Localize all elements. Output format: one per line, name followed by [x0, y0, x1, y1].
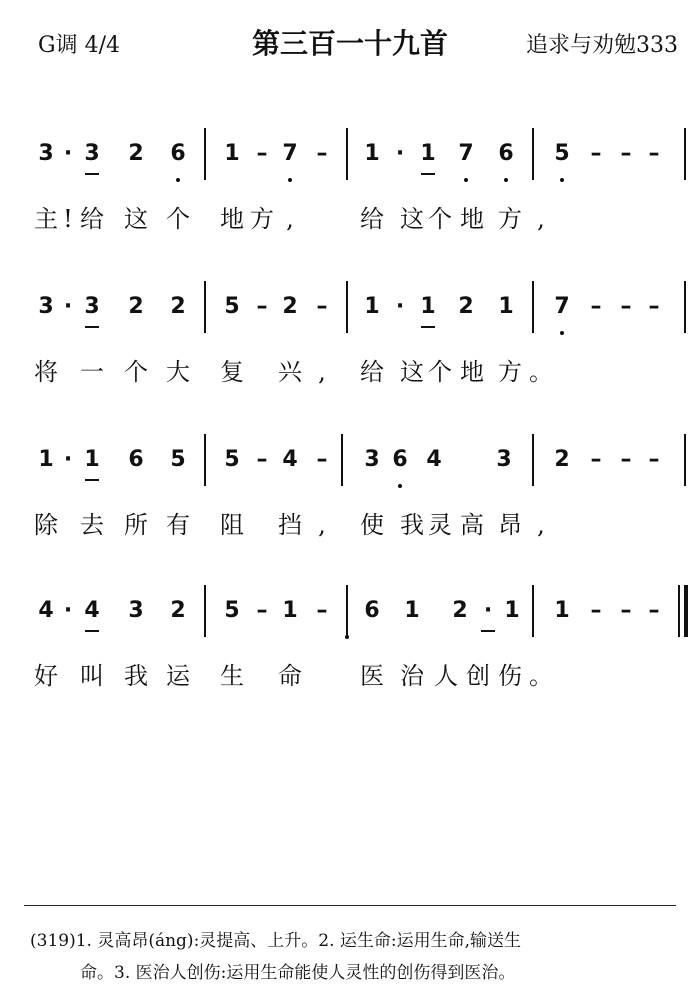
- note: 3: [38, 141, 54, 166]
- lyric-char: 兴: [278, 358, 302, 386]
- lower-octave-dot: [345, 635, 349, 639]
- score-system: [0, 446, 700, 586]
- score-system: [0, 140, 700, 280]
- lyric-char: 。: [529, 662, 553, 690]
- note: 2: [170, 598, 186, 623]
- eighth-underline: [85, 326, 99, 328]
- barline: [204, 128, 206, 180]
- eighth-underline: [421, 326, 435, 328]
- lyric-char: 地: [460, 358, 484, 386]
- lyric-char: ,: [318, 358, 326, 386]
- eighth-underline: [85, 173, 99, 175]
- sustain-dash: –: [256, 141, 268, 166]
- sustain-dash: –: [316, 598, 328, 623]
- lyric-char: 地: [220, 205, 244, 233]
- lyric-char: 生: [220, 662, 244, 690]
- lyric-char: !: [63, 205, 73, 233]
- lyric-char: ,: [318, 511, 326, 539]
- lyric-char: 治: [400, 662, 424, 690]
- note: 2: [282, 294, 298, 319]
- sustain-dash: –: [590, 294, 602, 319]
- note: 5: [224, 598, 240, 623]
- page-title: 第三百一十九首: [251, 27, 448, 60]
- note: 1: [504, 598, 520, 623]
- rhythm-dot: ·: [483, 598, 493, 623]
- note: 6: [392, 447, 408, 472]
- lyric-char: 高: [460, 511, 484, 539]
- footnote-line-1: (319)1. 灵高昂(áng):灵提高、上升。2. 运生命:运用生命,输送生: [30, 931, 522, 951]
- barline: [204, 281, 206, 333]
- note: 2: [458, 294, 474, 319]
- lyric-char: 这: [400, 358, 424, 386]
- note: 6: [498, 141, 514, 166]
- lyric-char: ,: [537, 511, 545, 539]
- note: 2: [170, 294, 186, 319]
- lyric-char: 好: [34, 662, 58, 690]
- rhythm-dot: ·: [63, 141, 73, 166]
- note: 6: [170, 141, 186, 166]
- note: 3: [84, 294, 100, 319]
- note: 1: [84, 447, 100, 472]
- lower-octave-dot: [560, 178, 564, 182]
- sustain-dash: –: [620, 598, 632, 623]
- note: 5: [224, 294, 240, 319]
- lyric-char: 。: [529, 358, 553, 386]
- lower-octave-dot: [504, 178, 508, 182]
- note: 4: [84, 598, 100, 623]
- lyric-char: 一: [80, 358, 104, 386]
- lyric-char: 运: [166, 662, 190, 690]
- lyric-char: 使: [360, 511, 384, 539]
- lyric-char: 方: [250, 205, 274, 233]
- note: 3: [496, 447, 512, 472]
- note: 3: [128, 598, 144, 623]
- lyric-char: 个: [124, 358, 148, 386]
- lyric-char: 人: [434, 662, 458, 690]
- lyric-char: 昂: [498, 511, 522, 539]
- note: 1: [420, 141, 436, 166]
- note: 1: [498, 294, 514, 319]
- lyric-char: 这: [400, 205, 424, 233]
- note: 7: [458, 141, 474, 166]
- rhythm-dot: ·: [63, 447, 73, 472]
- lyric-char: 命: [278, 662, 302, 690]
- lyric-char: 有: [166, 511, 190, 539]
- final-barline-thin: [678, 585, 680, 637]
- eighth-underline: [85, 479, 99, 481]
- rhythm-dot: ·: [63, 294, 73, 319]
- sustain-dash: –: [590, 141, 602, 166]
- lyric-char: 叫: [80, 662, 104, 690]
- lyric-char: 我: [124, 662, 148, 690]
- score-system: [0, 597, 700, 737]
- lower-octave-dot: [464, 178, 468, 182]
- lower-octave-dot: [398, 484, 402, 488]
- note: 2: [554, 447, 570, 472]
- note: 1: [364, 141, 380, 166]
- lyric-char: 将: [34, 358, 58, 386]
- footnote-divider: [24, 905, 676, 906]
- barline: [532, 281, 534, 333]
- note: 5: [554, 141, 570, 166]
- rhythm-dot: ·: [63, 598, 73, 623]
- barline: [341, 434, 343, 486]
- sustain-dash: –: [316, 294, 328, 319]
- barline: [532, 434, 534, 486]
- sustain-dash: –: [648, 141, 660, 166]
- lower-octave-dot: [288, 178, 292, 182]
- note: 3: [38, 294, 54, 319]
- lyric-char: 地: [460, 205, 484, 233]
- lyric-char: 复: [220, 358, 244, 386]
- note: 7: [554, 294, 570, 319]
- sustain-dash: –: [620, 447, 632, 472]
- barline: [204, 585, 206, 637]
- lyric-char: 给: [80, 205, 104, 233]
- note: 3: [364, 447, 380, 472]
- note: 1: [554, 598, 570, 623]
- barline: [684, 434, 686, 486]
- sustain-dash: –: [256, 598, 268, 623]
- sustain-dash: –: [620, 141, 632, 166]
- sustain-dash: –: [590, 447, 602, 472]
- lyric-char: 大: [166, 358, 190, 386]
- footnote-line-2: 命。3. 医治人创伤:运用生命能使人灵性的创伤得到医治。: [80, 963, 516, 983]
- note: 2: [128, 294, 144, 319]
- lyric-char: 创: [466, 662, 490, 690]
- lyric-char: 我: [400, 511, 424, 539]
- eighth-underline: [85, 630, 99, 632]
- lyric-char: 医: [360, 662, 384, 690]
- lyric-char: 伤: [498, 662, 522, 690]
- score-system: [0, 293, 700, 433]
- lyric-char: 去: [80, 511, 104, 539]
- rhythm-dot: ·: [395, 294, 405, 319]
- barline: [684, 128, 686, 180]
- sustain-dash: –: [256, 447, 268, 472]
- note: 1: [420, 294, 436, 319]
- lyric-char: 方: [498, 205, 522, 233]
- lyric-char: 个: [166, 205, 190, 233]
- lyric-char: 给: [360, 358, 384, 386]
- note: 7: [282, 141, 298, 166]
- sustain-dash: –: [648, 447, 660, 472]
- note: 6: [128, 447, 144, 472]
- lyric-char: ,: [286, 205, 294, 233]
- lyric-char: 给: [360, 205, 384, 233]
- note: 1: [224, 141, 240, 166]
- sustain-dash: –: [256, 294, 268, 319]
- sustain-dash: –: [316, 447, 328, 472]
- note: 4: [282, 447, 298, 472]
- barline: [346, 585, 348, 637]
- barline: [684, 281, 686, 333]
- sustain-dash: –: [620, 294, 632, 319]
- lyric-char: 主: [34, 205, 58, 233]
- key-signature: G调 4/4: [38, 33, 120, 58]
- note: 3: [84, 141, 100, 166]
- eighth-underline: [481, 630, 495, 632]
- lyric-char: 灵: [428, 511, 452, 539]
- sustain-dash: –: [316, 141, 328, 166]
- note: 4: [38, 598, 54, 623]
- lyric-char: 阻: [220, 511, 244, 539]
- barline: [532, 128, 534, 180]
- lyric-char: 除: [34, 511, 58, 539]
- sustain-dash: –: [648, 294, 660, 319]
- barline: [204, 434, 206, 486]
- sustain-dash: –: [648, 598, 660, 623]
- lyric-char: 个: [428, 358, 452, 386]
- barline: [346, 281, 348, 333]
- barline: [346, 128, 348, 180]
- lyric-char: 方: [498, 358, 522, 386]
- lyric-char: 个: [428, 205, 452, 233]
- lyric-char: ,: [537, 205, 545, 233]
- note: 2: [452, 598, 468, 623]
- note: 5: [224, 447, 240, 472]
- lyric-char: 挡: [278, 511, 302, 539]
- note: 2: [128, 141, 144, 166]
- note: 1: [364, 294, 380, 319]
- lower-octave-dot: [560, 331, 564, 335]
- barline: [532, 585, 534, 637]
- source-reference: 追求与劝勉333: [526, 33, 678, 58]
- lyric-char: 这: [124, 205, 148, 233]
- sustain-dash: –: [590, 598, 602, 623]
- final-barline: [684, 585, 688, 637]
- note: 1: [38, 447, 54, 472]
- lyric-char: 所: [124, 511, 148, 539]
- note: 5: [170, 447, 186, 472]
- note: 1: [404, 598, 420, 623]
- note: 6: [364, 598, 380, 623]
- lower-octave-dot: [176, 178, 180, 182]
- rhythm-dot: ·: [395, 141, 405, 166]
- note: 1: [282, 598, 298, 623]
- eighth-underline: [421, 173, 435, 175]
- note: 4: [426, 447, 442, 472]
